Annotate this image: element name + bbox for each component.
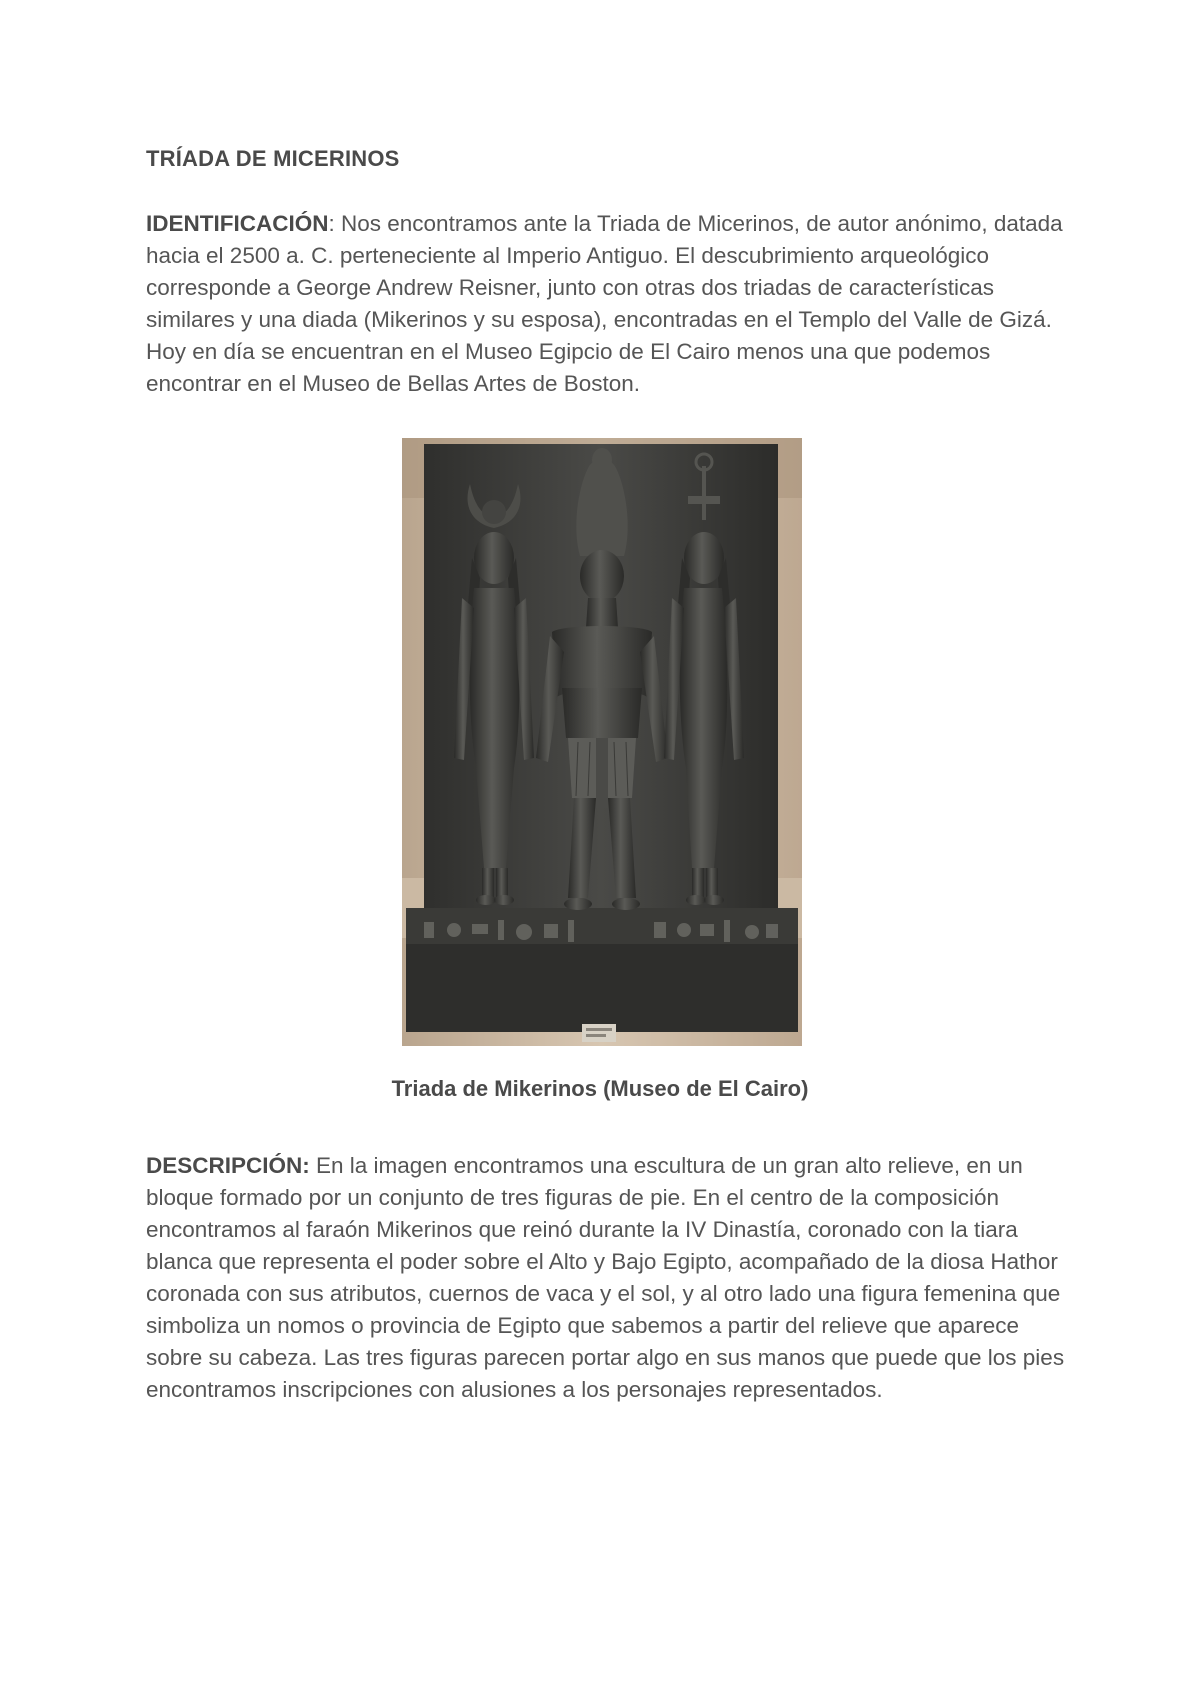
identificacion-paragraph: [146, 208, 1076, 400]
document-title: TRÍADA DE MICERINOS: [146, 146, 400, 171]
triad-sculpture-illustration: [402, 438, 802, 1046]
identificacion-text: : Nos encontramos ante la Triada de Micerinos, de autor anónimo, datada hacia el 2500 a. C. perteneciente al Imperio Antiguo. El descubrimiento arqueológico corresponde a George Andrew Reisner, junto con otras dos triadas de características similares y una diada (Mikerinos y su esposa), encontradas en el Templo del Valle de Gizá. Hoy en día se encuentran en el Museo Egipcio de El Cairo menos una que podemos encontrar en el Museo de Bellas Artes de Boston.: [146, 211, 1063, 396]
descripcion-paragraph: [146, 1150, 1076, 1406]
identificacion-label: IDENTIFICACIÓN: [146, 211, 329, 236]
descripcion-label: DESCRIPCIÓN:: [146, 1153, 310, 1178]
figure-caption: Triada de Mikerinos (Museo de El Cairo): [391, 1076, 809, 1101]
descripcion-text: En la imagen encontramos una escultura de un gran alto relieve, en un bloque formado por un conjunto de tres figuras de pie. En el centro de la composición encontramos al faraón Mikerinos que reinó durante la IV Dinastía, coronado con la tiara blanca que representa el poder sobre el Alto y Bajo Egipto, acompañado de la diosa Hathor coronada con sus atributos, cuernos de vaca y el sol, y al otro lado una figura femenina que simboliza un nomos o provincia de Egipto que sabemos a partir del relieve que aparece sobre su cabeza. Las tres figuras parecen portar algo en sus manos que puede que los pies encontramos inscripciones con alusiones a los personajes representados.: [146, 1153, 1065, 1402]
triad-sculpture-photo: [402, 438, 802, 1046]
